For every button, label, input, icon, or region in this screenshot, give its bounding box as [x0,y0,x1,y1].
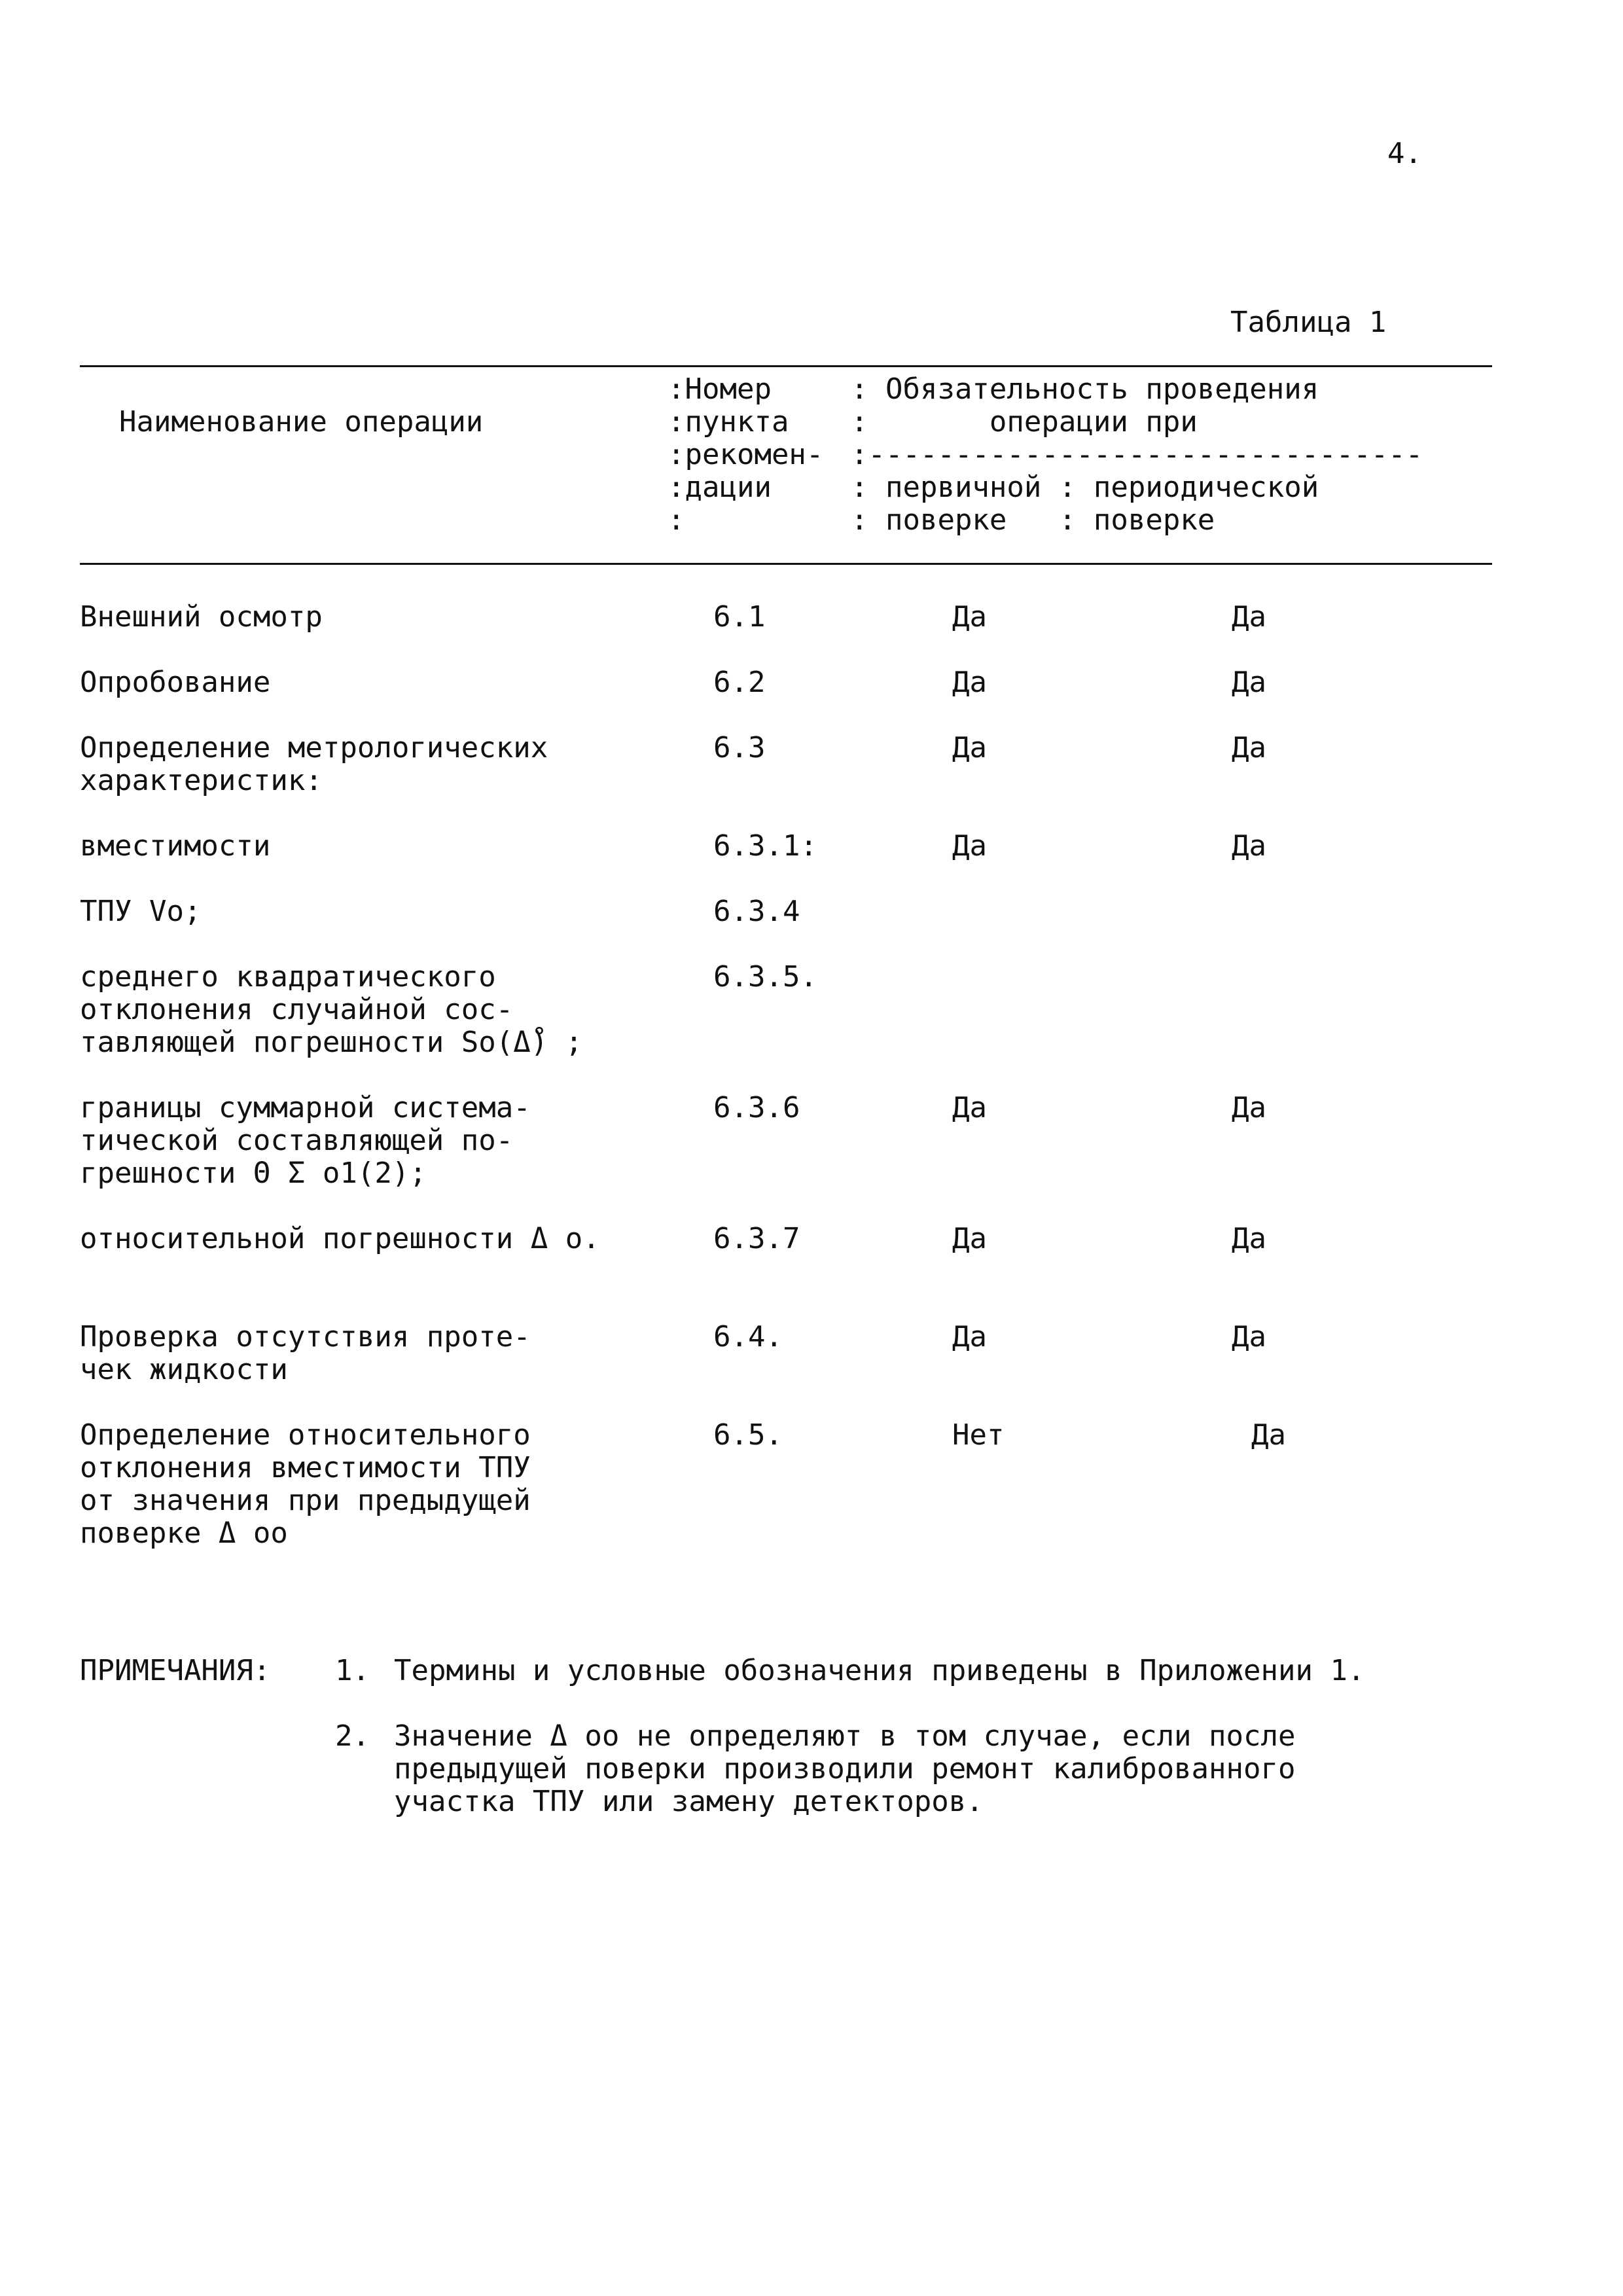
row-periodic: Да [1232,666,1266,699]
row-primary: Нет [952,1418,1005,1452]
row-operation: вместимости [80,829,271,863]
page-number: 4. [1387,137,1422,170]
row-item-number: 6.3.1: [713,829,817,863]
row-primary: Да [952,1222,987,1255]
row-item-number: 6.4. [713,1320,783,1354]
row-primary: Да [952,600,987,634]
row-operation: Проверка отсутствия проте- чек жидкости [80,1320,531,1386]
row-item-number: 6.2 [713,666,766,699]
header-num-line-1: :Номер [668,372,772,406]
header-obligation-line-2: : операции при [851,405,1198,439]
header-sub-line-1: : первичной : периодической [851,471,1319,504]
row-periodic: Да [1232,600,1266,634]
note-1-number: 1. [335,1654,370,1687]
row-operation: Внешний осмотр [80,600,323,634]
header-divider: :-------------------------------- [851,438,1423,471]
row-primary: Да [952,666,987,699]
table-header-rule [80,563,1492,565]
row-operation: Опробование [80,666,271,699]
row-item-number: 6.3.6 [713,1091,800,1124]
table-top-rule [80,365,1492,367]
header-num-line-2: :пункта [668,405,789,439]
row-periodic: Да [1232,1222,1266,1255]
row-periodic: Да [1232,1320,1266,1354]
row-item-number: 6.3.5. [713,960,817,994]
row-operation: ТПУ Vo; [80,895,202,928]
row-primary: Да [952,1320,987,1354]
row-item-number: 6.1 [713,600,766,634]
notes-label: ПРИМЕЧАНИЯ: [80,1654,271,1687]
row-operation: среднего квадратического отклонения случайной сос- тавляющей погрешности So(Δ̊) ; [80,960,583,1059]
row-periodic: Да [1232,731,1266,764]
row-primary: Да [952,1091,987,1124]
header-operation-name: Наименование операции [119,405,484,439]
row-item-number: 6.3 [713,731,766,764]
row-operation: границы суммарной системa- тической составляющей по- грешности Θ Σ o1(2); [80,1091,531,1190]
header-num-line-5: : [668,503,685,537]
row-periodic: Да [1251,1418,1286,1452]
row-operation: относительной погрешности Δ o. [80,1222,600,1255]
note-1-text: Термины и условные обозначения приведены в Приложении 1. [394,1654,1365,1687]
note-2-number: 2. [335,1719,370,1753]
row-item-number: 6.5. [713,1418,783,1452]
row-item-number: 6.3.4 [713,895,800,928]
row-item-number: 6.3.7 [713,1222,800,1255]
row-primary: Да [952,829,987,863]
header-obligation-line-1: : Обязательность проведения [851,372,1319,406]
row-operation: Определение метрологических характеристик: [80,731,548,797]
table-caption: Таблица 1 [1230,306,1387,339]
row-periodic: Да [1232,829,1266,863]
row-periodic: Да [1232,1091,1266,1124]
header-sub-line-2: : поверке : поверке [851,503,1215,537]
row-operation: Определение относительного отклонения вместимости ТПУ от значения при предыдущей поверке Δ oo [80,1418,531,1550]
header-num-line-4: :дации [668,471,772,504]
note-2-text: Значение Δ oo не определяют в том случае, если после предыдущей поверки производили ремонт калиброванного участка ТПУ или замену детекторов. [394,1719,1296,1818]
row-primary: Да [952,731,987,764]
header-num-line-3: :рекомен- [668,438,824,471]
